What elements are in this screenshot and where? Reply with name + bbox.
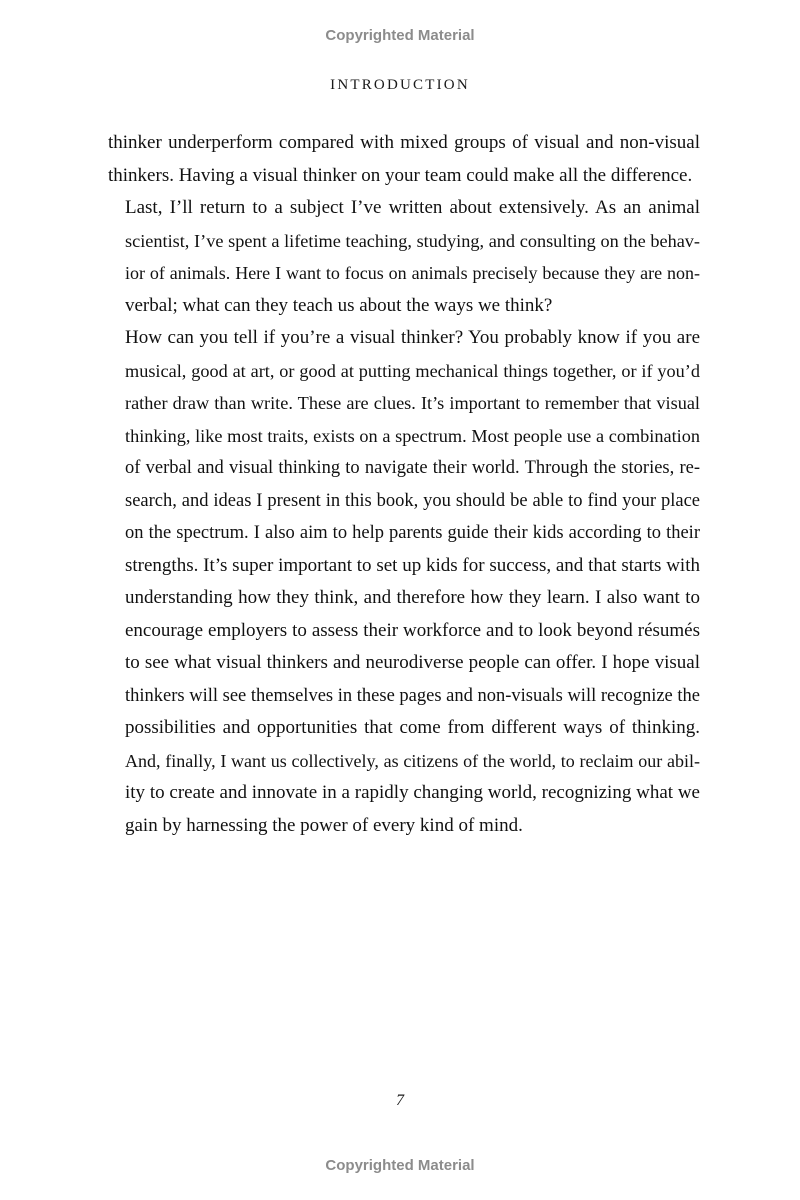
- copyright-watermark-bottom: Copyrighted Material: [325, 1157, 475, 1174]
- body-text: [108, 127, 700, 842]
- text-line: possibilities and opportunities that come from different ways of thinking.: [125, 717, 700, 738]
- paragraph-1: [108, 127, 700, 192]
- paragraph-3: [108, 322, 700, 842]
- text-line: strengths. It’s super important to set up kids for success, and that starts with: [125, 554, 700, 576]
- paragraph-2: [108, 192, 700, 322]
- text-line: And, finally, I want us collectively, as citizens of the world, to reclaim our abil-: [125, 750, 700, 771]
- running-head: INTRODUCTION: [330, 77, 470, 93]
- text-line: scientist, I’ve spent a lifetime teaching, studying, and consulting on the behav-: [125, 230, 700, 251]
- text-line: Last, I’ll return to a subject I’ve written about extensively. As an animal: [125, 197, 700, 218]
- text-line: How can you tell if you’re a visual thinker? You probably know if you are: [125, 327, 700, 348]
- text-line: on the spectrum. I also aim to help parents guide their kids according to their: [125, 523, 700, 543]
- text-line: understanding how they think, and therefore how they learn. I also want to: [125, 587, 700, 608]
- text-line: musical, good at art, or good at putting mechanical things together, or if you’d: [125, 360, 700, 381]
- copyright-watermark-top: Copyrighted Material: [325, 27, 475, 44]
- text-line: ity to create and innovate in a rapidly changing world, recognizing what we: [125, 782, 700, 803]
- text-line: thinkers. Having a visual thinker on your team could make all the difference.: [108, 164, 693, 186]
- text-line: thinker underperform compared with mixed groups of visual and non-visual: [108, 132, 700, 153]
- text-line: thinking, like most traits, exists on a spectrum. Most people use a combination: [125, 425, 700, 446]
- text-line: rather draw than write. These are clues. It’s important to remember that visual: [125, 393, 700, 413]
- text-line: encourage employers to assess their workforce and to look beyond résumés: [125, 619, 700, 641]
- text-line: gain by harnessing the power of every kind of mind.: [125, 814, 523, 836]
- text-line: of verbal and visual thinking to navigate their world. Through the stories, re-: [125, 458, 700, 478]
- text-line: thinkers will see themselves in these pages and non-visuals will recognize the: [125, 685, 700, 706]
- text-line: verbal; what can they teach us about the ways we think?: [125, 294, 553, 316]
- text-line: to see what visual thinkers and neurodiverse people can offer. I hope visual: [125, 652, 700, 673]
- text-line: ior of animals. Here I want to focus on animals precisely because they are non-: [125, 263, 700, 283]
- text-line: search, and ideas I present in this book, you should be able to find your place: [125, 490, 700, 511]
- page-number: 7: [396, 1092, 404, 1109]
